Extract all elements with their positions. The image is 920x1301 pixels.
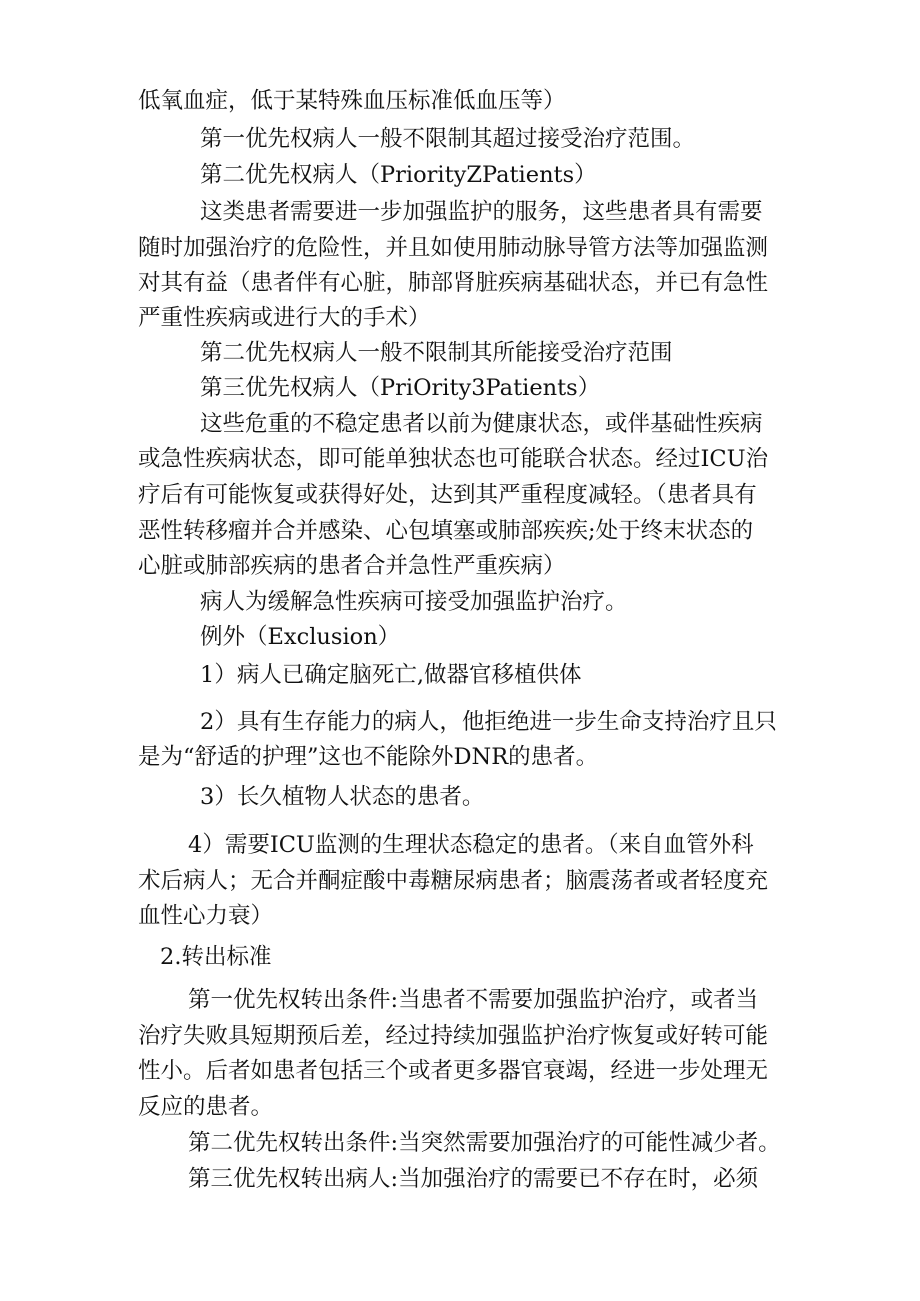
text-line: 恶性转移瘤并合并感染、心包填塞或肺部疾疾;处于终末状态的 xyxy=(138,518,754,544)
text-line: 第三优先权病人（PriOrity3Patients） xyxy=(200,375,601,401)
text-line: 这类患者需要进一步加强监护的服务，这些患者具有需要 xyxy=(200,199,763,225)
text-line: 3）长久植物人状态的患者。 xyxy=(200,784,485,810)
text-line: 第一优先权病人一般不限制其超过接受治疗范围。 xyxy=(200,126,696,152)
text-line: 血性心力衰） xyxy=(138,903,274,929)
section-heading: 2.转出标准 xyxy=(160,944,272,970)
text-line: 反应的患者。 xyxy=(138,1094,274,1120)
text-line: 第二优先权病人一般不限制其所能接受治疗范围 xyxy=(200,340,673,366)
text-line: 随时加强治疗的危险性，并且如使用肺动脉导管方法等加强监测 xyxy=(138,235,769,261)
text-line: 第二优先权病人（PriorityZPatients） xyxy=(200,162,597,188)
text-line: 病人为缓解急性疾病可接受加强监护治疗。 xyxy=(200,589,628,615)
text-line: 是为“舒适的护理”这也不能除外DNR的患者。 xyxy=(138,744,599,770)
text-line: 第二优先权转出条件:当突然需要加强治疗的可能性减少者。 xyxy=(188,1130,781,1156)
text-line: 2）具有生存能力的病人，他拒绝进一步生命支持治疗且只 xyxy=(200,709,777,735)
text-line: 这些危重的不稳定患者以前为健康状态，或伴基础性疾病 xyxy=(200,411,763,437)
text-line: 低氧血症，低于某特殊血压标准低血压等） xyxy=(138,88,566,114)
text-line: 对其有益（患者伴有心脏，肺部肾脏疾病基础状态，并已有急性 xyxy=(138,270,769,296)
text-line: 1）病人已确定脑死亡,做器官移植供体 xyxy=(200,662,582,688)
text-line: 疗后有可能恢复或获得好处，达到其严重程度减轻。（患者具有 xyxy=(138,482,757,508)
text-line: 严重性疾病或进行大的手术） xyxy=(138,305,431,331)
text-line: 心脏或肺部疾病的患者合并急性严重疾病） xyxy=(138,553,566,579)
text-line: 治疗失败具短期预后差，经过持续加强监护治疗恢复或好转可能 xyxy=(138,1023,769,1049)
text-line: 第一优先权转出条件:当患者不需要加强监护治疗，或者当 xyxy=(188,987,759,1013)
text-line: 例外（Exclusion） xyxy=(200,624,401,650)
text-line: 第三优先权转出病人:当加强治疗的需要已不存在时，必须 xyxy=(188,1166,759,1192)
text-line: 术后病人；无合并酮症酸中毒糖尿病患者；脑震荡者或者轻度充 xyxy=(138,868,769,894)
text-line: 或急性疾病状态，即可能单独状态也可能联合状态。经过ICU治 xyxy=(138,446,769,472)
text-line: 性小。后者如患者包括三个或者更多器官衰竭，经进一步处理无 xyxy=(138,1058,769,1084)
text-line: 4）需要ICU监测的生理状态稳定的患者。（来自血管外科 xyxy=(188,832,754,858)
